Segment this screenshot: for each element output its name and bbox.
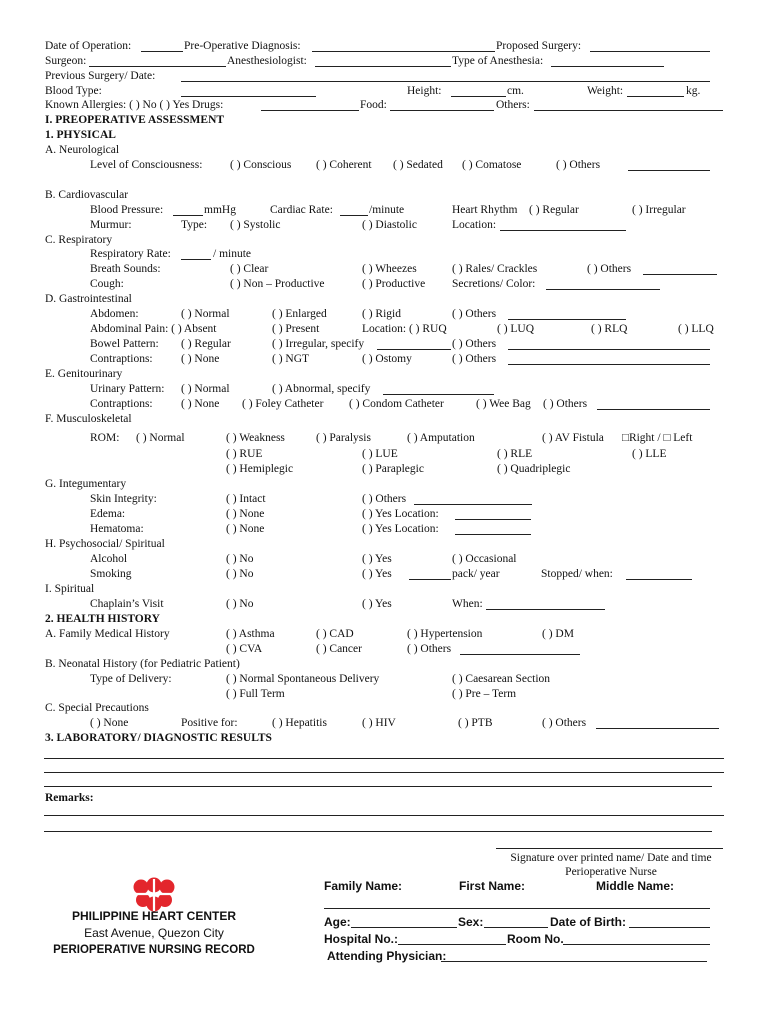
ngt-option[interactable]: ( ) NGT <box>272 353 310 365</box>
chaplain-no-option[interactable]: ( ) No <box>226 598 254 610</box>
height-label: Height: <box>407 85 442 97</box>
spiritual-heading: I. Spiritual <box>45 583 95 595</box>
hospital-no-label: Hospital No.: <box>324 932 398 946</box>
psych-heading: H. Psychosocial/ Spiritual <box>45 538 165 550</box>
preop-assessment-heading: I. PREOPERATIVE ASSESSMENT <box>45 114 225 126</box>
bowel-irregular-option[interactable]: ( ) Irregular, specify <box>272 338 365 350</box>
proposed-surgery-label: Proposed Surgery: <box>496 40 582 52</box>
murmur-type-label: Type: <box>181 219 208 231</box>
fmh-others-field[interactable] <box>460 643 580 655</box>
edema-yes-option[interactable]: ( ) Yes Location: <box>362 508 439 520</box>
blood-type-label: Blood Type: <box>45 85 102 97</box>
bp-label: Blood Pressure: <box>90 204 164 216</box>
stopped-when-field[interactable] <box>626 568 692 580</box>
av-fistula-option[interactable]: ( ) AV Fistula <box>542 432 604 444</box>
drug-allergy-field[interactable] <box>261 99 359 111</box>
stopped-when-label: Stopped/ when: <box>541 568 613 580</box>
gi-contraptions-others-field[interactable] <box>508 353 710 365</box>
hematoma-yes-option[interactable]: ( ) Yes Location: <box>362 523 439 535</box>
resp-rate-label: Respiratory Rate: <box>90 248 171 260</box>
cardio-heading: B. Cardiovascular <box>45 189 129 201</box>
amputation-option[interactable]: ( ) Amputation <box>407 432 475 444</box>
height-field[interactable] <box>451 85 506 97</box>
skin-others-option[interactable]: ( ) Others <box>362 493 407 505</box>
patient-name-line[interactable] <box>324 908 710 909</box>
other-allergy-label: Others: <box>496 99 530 111</box>
previous-surgery-field[interactable] <box>181 70 710 82</box>
chaplain-yes-option[interactable]: ( ) Yes <box>362 598 392 610</box>
conscious-option[interactable]: ( ) Conscious <box>230 159 292 171</box>
hemiplegic-option[interactable]: ( ) Hemiplegic <box>226 463 294 475</box>
food-label: Food: <box>360 99 387 111</box>
record-title: PERIOPERATIVE NURSING RECORD <box>53 944 255 956</box>
food-allergy-field[interactable] <box>390 99 494 111</box>
delivery-type-label: Type of Delivery: <box>90 673 172 685</box>
family-history-heading: A. Family Medical History <box>45 628 170 640</box>
gu-others-field[interactable] <box>597 398 710 410</box>
physical-heading: 1. PHYSICAL <box>45 129 116 141</box>
gu-others-option[interactable]: ( ) Others <box>543 398 588 410</box>
asthma-option[interactable]: ( ) Asthma <box>226 628 275 640</box>
rle-option[interactable]: ( ) RLE <box>497 448 533 460</box>
pack-year-unit: pack/ year <box>452 568 500 580</box>
foley-option[interactable]: ( ) Foley Catheter <box>242 398 324 410</box>
hematoma-location-field[interactable] <box>455 523 531 535</box>
hospital-no-field[interactable] <box>398 933 506 945</box>
cva-option[interactable]: ( ) CVA <box>226 643 263 655</box>
gi-contraptions-label: Contraptions: <box>90 353 153 365</box>
anesthesia-type-label: Type of Anesthesia: <box>452 55 544 67</box>
room-no-label: Room No. <box>507 932 564 946</box>
pain-location-ruq[interactable]: Location: ( ) RUQ <box>362 323 447 335</box>
alcohol-occasional-option[interactable]: ( ) Occasional <box>452 553 517 565</box>
alcohol-yes-option[interactable]: ( ) Yes <box>362 553 392 565</box>
breath-sounds-label: Breath Sounds: <box>90 263 161 275</box>
hepatitis-option[interactable]: ( ) Hepatitis <box>272 717 327 729</box>
hiv-option[interactable]: ( ) HIV <box>362 717 396 729</box>
weight-label: Weight: <box>587 85 624 97</box>
smoking-no-option[interactable]: ( ) No <box>226 568 254 580</box>
alcohol-no-option[interactable]: ( ) No <box>226 553 254 565</box>
first-name-label: First Name: <box>459 879 526 893</box>
sex-field[interactable] <box>484 916 548 928</box>
remarks-line-1[interactable] <box>44 815 724 816</box>
urinary-pattern-label: Urinary Pattern: <box>90 383 165 395</box>
ostomy-option[interactable]: ( ) Ostomy <box>362 353 412 365</box>
rom-normal-option[interactable]: ( ) Normal <box>136 432 185 444</box>
precautions-others-field[interactable] <box>596 717 719 729</box>
urinary-normal-option[interactable]: ( ) Normal <box>181 383 230 395</box>
alcohol-label: Alcohol <box>90 553 128 565</box>
gi-contraptions-others-option[interactable]: ( ) Others <box>452 353 497 365</box>
pre-term-option[interactable]: ( ) Pre – Term <box>452 688 517 700</box>
pain-location-llq[interactable]: ( ) LLQ <box>678 323 714 335</box>
anesthesiologist-field[interactable] <box>315 55 451 67</box>
condom-catheter-option[interactable]: ( ) Condom Catheter <box>349 398 444 410</box>
age-label: Age: <box>324 915 351 929</box>
anesthesiologist-label: Anesthesiologist: <box>227 55 307 67</box>
fmh-others-option[interactable]: ( ) Others <box>407 643 452 655</box>
intact-option[interactable]: ( ) Intact <box>226 493 266 505</box>
bowel-others-field[interactable] <box>508 338 710 350</box>
precautions-heading: C. Special Precautions <box>45 702 149 714</box>
coherent-option[interactable]: ( ) Coherent <box>316 159 372 171</box>
skin-integrity-label: Skin Integrity: <box>90 493 157 505</box>
cad-option[interactable]: ( ) CAD <box>316 628 354 640</box>
resp-heading: C. Respiratory <box>45 234 113 246</box>
cardiac-rate-label: Cardiac Rate: <box>270 204 333 216</box>
abdomen-enlarged-option[interactable]: ( ) Enlarged <box>272 308 327 320</box>
dob-field[interactable] <box>629 916 710 928</box>
gi-none-option[interactable]: ( ) None <box>181 353 220 365</box>
bowel-irregular-field[interactable] <box>377 338 451 350</box>
smoking-label: Smoking <box>90 568 132 580</box>
cancer-option[interactable]: ( ) Cancer <box>316 643 362 655</box>
clear-option[interactable]: ( ) Clear <box>230 263 269 275</box>
neuro-others-field[interactable] <box>628 159 710 171</box>
kg-unit: kg. <box>686 85 701 97</box>
urinary-abnormal-field[interactable] <box>383 383 494 395</box>
precautions-others-option[interactable]: ( ) Others <box>542 717 587 729</box>
precautions-none-option[interactable]: ( ) None <box>90 717 129 729</box>
edema-location-field[interactable] <box>455 508 531 520</box>
neuro-heading: A. Neurological <box>45 144 120 156</box>
caesarean-option[interactable]: ( ) Caesarean Section <box>452 673 551 685</box>
skin-others-field[interactable] <box>414 493 532 505</box>
cardiac-rate-field[interactable] <box>340 204 368 216</box>
heart-rhythm-label: Heart Rhythm <box>452 204 518 216</box>
rhythm-irregular-option[interactable]: ( ) Irregular <box>632 204 686 216</box>
pre-op-diagnosis-label: Pre-Operative Diagnosis: <box>184 40 301 52</box>
lab-results-heading: 3. LABORATORY/ DIAGNOSTIC RESULTS <box>45 732 272 744</box>
health-history-heading: 2. HEALTH HISTORY <box>45 613 160 625</box>
pre-op-diagnosis-field[interactable] <box>312 40 495 52</box>
hematoma-label: Hematoma: <box>90 523 144 535</box>
nonproductive-option[interactable]: ( ) Non – Productive <box>230 278 325 290</box>
cm-unit: cm. <box>507 85 524 97</box>
smoking-yes-option[interactable]: ( ) Yes <box>362 568 392 580</box>
breath-others-option[interactable]: ( ) Others <box>587 263 632 275</box>
dob-label: Date of Birth: <box>550 915 626 929</box>
resp-rate-unit: / minute <box>213 248 252 260</box>
resp-rate-field[interactable] <box>181 248 211 260</box>
signature-role: Perioperative Nurse <box>565 866 657 878</box>
surgeon-field[interactable] <box>89 55 226 67</box>
weight-field[interactable] <box>627 85 684 97</box>
dm-option[interactable]: ( ) DM <box>542 628 574 640</box>
urinary-abnormal-option[interactable]: ( ) Abnormal, specify <box>272 383 371 395</box>
rales-option[interactable]: ( ) Rales/ Crackles <box>452 263 538 275</box>
lab-line-2[interactable] <box>44 772 724 773</box>
secretions-field[interactable] <box>546 278 660 290</box>
attending-physician-label: Attending Physician: <box>327 949 447 963</box>
hematoma-none-option[interactable]: ( ) None <box>226 523 265 535</box>
pain-location-rlq[interactable]: ( ) RLQ <box>591 323 628 335</box>
abdominal-pain-label[interactable]: Abdominal Pain: ( ) Absent <box>90 323 217 335</box>
productive-option[interactable]: ( ) Productive <box>362 278 426 290</box>
attending-physician-field[interactable] <box>441 950 707 962</box>
nsd-option[interactable]: ( ) Normal Spontaneous Delivery <box>226 673 380 685</box>
breath-others-field[interactable] <box>643 263 717 275</box>
signature-line[interactable] <box>496 848 723 849</box>
family-name-label: Family Name: <box>324 879 403 893</box>
abdomen-rigid-option[interactable]: ( ) Rigid <box>362 308 401 320</box>
pack-year-field[interactable] <box>409 568 451 580</box>
remarks-label: Remarks: <box>45 792 94 804</box>
secretions-label: Secretions/ Color: <box>452 278 536 290</box>
gi-heading: D. Gastrointestinal <box>45 293 132 305</box>
lab-line-3[interactable] <box>44 786 712 787</box>
gu-contraptions-label: Contraptions: <box>90 398 153 410</box>
murmur-location-field[interactable] <box>500 219 626 231</box>
edema-none-option[interactable]: ( ) None <box>226 508 265 520</box>
paralysis-option[interactable]: ( ) Paralysis <box>316 432 371 444</box>
mmhg-unit: mmHg <box>204 204 236 216</box>
surgeon-label: Surgeon: <box>45 55 87 67</box>
msk-heading: F. Musculoskeletal <box>45 413 132 425</box>
anesthesia-type-field[interactable] <box>551 55 664 67</box>
bp-field[interactable] <box>173 204 203 216</box>
abdomen-others-field[interactable] <box>508 308 626 320</box>
sedated-option[interactable]: ( ) Sedated <box>393 159 443 171</box>
pain-present-option[interactable]: ( ) Present <box>272 323 320 335</box>
signature-caption: Signature over printed name/ Date and time <box>510 852 712 864</box>
comatose-option[interactable]: ( ) Comatose <box>462 159 522 171</box>
gu-none-option[interactable]: ( ) None <box>181 398 220 410</box>
lle-option[interactable]: ( ) LLE <box>632 448 667 460</box>
remarks-line-2[interactable] <box>44 831 712 832</box>
lue-option[interactable]: ( ) LUE <box>362 448 398 460</box>
av-side-checkboxes[interactable]: □Right / □ Left <box>622 432 693 444</box>
cardiac-rate-unit: /minute <box>369 204 405 216</box>
systolic-option[interactable]: ( ) Systolic <box>230 219 281 231</box>
gu-heading: E. Genitourinary <box>45 368 123 380</box>
org-name: PHILIPPINE HEART CENTER <box>71 909 236 923</box>
paraplegic-option[interactable]: ( ) Paraplegic <box>362 463 424 475</box>
middle-name-label: Middle Name: <box>596 879 675 893</box>
heart-logo-icon <box>132 877 176 913</box>
neuro-others-option[interactable]: ( ) Others <box>556 159 601 171</box>
edema-label: Edema: <box>90 508 126 520</box>
sex-label: Sex: <box>458 915 484 929</box>
previous-surgery-label: Previous Surgery/ Date: <box>45 70 156 82</box>
known-allergies-label: Known Allergies: ( ) No ( ) Yes Drugs: <box>45 99 224 111</box>
cough-label: Cough: <box>90 278 124 290</box>
bowel-pattern-label: Bowel Pattern: <box>90 338 159 350</box>
murmur-location-label: Location: <box>452 219 497 231</box>
proposed-surgery-field[interactable] <box>590 40 710 52</box>
rue-option[interactable]: ( ) RUE <box>226 448 263 460</box>
quadriplegic-option[interactable]: ( ) Quadriplegic <box>497 463 571 475</box>
pain-location-luq[interactable]: ( ) LUQ <box>497 323 535 335</box>
hypertension-option[interactable]: ( ) Hypertension <box>407 628 483 640</box>
blood-type-field[interactable] <box>181 85 316 97</box>
full-term-option[interactable]: ( ) Full Term <box>226 688 285 700</box>
weakness-option[interactable]: ( ) Weakness <box>226 432 285 444</box>
positive-for-label: Positive for: <box>181 717 238 729</box>
bowel-regular-option[interactable]: ( ) Regular <box>181 338 231 350</box>
bowel-others-option[interactable]: ( ) Others <box>452 338 497 350</box>
rhythm-regular-option[interactable]: ( ) Regular <box>529 204 579 216</box>
date-of-operation-label: Date of Operation: <box>45 40 132 52</box>
other-allergy-field[interactable] <box>534 99 723 111</box>
chaplain-when-field[interactable] <box>486 598 605 610</box>
chaplain-visit-label: Chaplain’s Visit <box>90 598 164 610</box>
diastolic-option[interactable]: ( ) Diastolic <box>362 219 417 231</box>
murmur-label: Murmur: <box>90 219 132 231</box>
integ-heading: G. Integumentary <box>45 478 127 490</box>
org-address: East Avenue, Quezon City <box>84 926 224 940</box>
ptb-option[interactable]: ( ) PTB <box>458 717 493 729</box>
wheezes-option[interactable]: ( ) Wheezes <box>362 263 417 275</box>
abdomen-others-option[interactable]: ( ) Others <box>452 308 497 320</box>
loc-label: Level of Consciousness: <box>90 159 203 171</box>
wee-bag-option[interactable]: ( ) Wee Bag <box>476 398 531 410</box>
rom-label: ROM: <box>90 432 120 444</box>
date-of-operation-field[interactable] <box>141 40 183 52</box>
lab-line-1[interactable] <box>44 758 724 759</box>
room-no-field[interactable] <box>563 933 710 945</box>
abdomen-normal-option[interactable]: ( ) Normal <box>181 308 230 320</box>
neonatal-heading: B. Neonatal History (for Pediatric Patient) <box>45 658 240 670</box>
age-field[interactable] <box>351 916 457 928</box>
abdomen-label: Abdomen: <box>90 308 139 320</box>
chaplain-when-label: When: <box>452 598 483 610</box>
